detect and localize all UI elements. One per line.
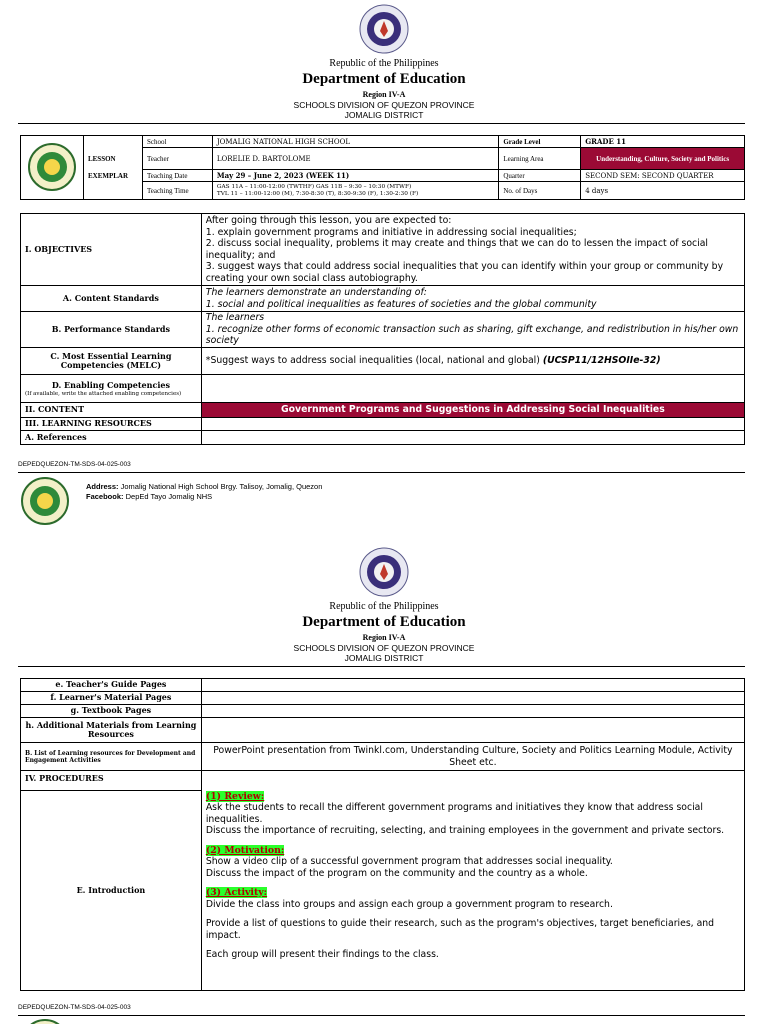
objectives-intro: After going through this lesson, you are expected to:: [205, 215, 452, 226]
school-value: JOMALIG NATIONAL HIGH SCHOOL: [212, 136, 498, 148]
document-code: DEPEDQUEZON-TM-SDS-04-025-003: [18, 461, 131, 468]
grade-label: Grade Level: [499, 136, 581, 148]
division-text: SCHOOLS DIVISION OF QUEZON PROVINCE: [293, 100, 475, 110]
quarter-value: SECOND SEM: SECOND QUARTER: [581, 170, 745, 182]
objective-3: 3. suggest ways that could address social inequalities that you can identify within your group or community by creating your own social class autobiography.: [205, 261, 724, 284]
republic-text: Republic of the Philippines: [329, 58, 439, 69]
performance-standards-cell: [201, 312, 744, 348]
school-label: School: [142, 136, 212, 148]
time-label: Teaching Time: [142, 182, 212, 200]
motivation-item-2: Discuss the impact of the program on the community and the country as a whole.: [205, 867, 588, 879]
objectives-cell: [201, 214, 744, 286]
lesson-main-table: [20, 213, 745, 445]
introduction-label: E. Introduction: [21, 791, 202, 991]
content-standards-intro: The learners demonstrate an understanding of:: [205, 287, 427, 298]
review-heading: (1) Review:: [205, 790, 265, 802]
quarter-label: Quarter: [499, 170, 581, 182]
header-divider: [18, 123, 745, 124]
republic-text: Republic of the Philippines: [329, 601, 439, 612]
melc-label: C. Most Essential Learning Competencies (MELC): [21, 348, 202, 375]
exemplar-label: EXEMPLAR: [83, 170, 142, 182]
region-text: Region IV-A: [362, 633, 406, 642]
content-label: II. CONTENT: [21, 403, 202, 418]
procedures-label: IV. PROCEDURES: [21, 771, 202, 791]
performance-standards-item: 1. recognize other forms of economic transaction such as sharing, gift exchange, and redistribution in his/her own society: [205, 323, 739, 347]
teachers-guide-label: e. Teacher's Guide Pages: [21, 679, 202, 692]
enabling-competencies-cell: [21, 375, 202, 403]
textbook-pages-label: g. Textbook Pages: [21, 705, 202, 718]
activity-item-3: Each group will present their findings to the class.: [205, 949, 439, 960]
motivation-item-1: Show a video clip of a successful government program that addresses social inequality.: [205, 856, 613, 867]
melc-text: *Suggest ways to address social inequalities (local, national and global): [205, 355, 540, 367]
page-2: [0, 543, 768, 1024]
learners-material-label: f. Learner's Material Pages: [21, 692, 202, 705]
enabling-competencies-note: (If available, write the attached enabling competencies): [25, 391, 182, 398]
performance-standards-label: B. Performance Standards: [21, 312, 202, 348]
references-label: A. References: [21, 431, 202, 445]
teacher-value: LORELIE D. BARTOLOME: [212, 148, 498, 170]
facebook-value: DepEd Tayo Jomalig NHS: [125, 492, 213, 501]
activity-item-2: Provide a list of questions to guide their research, such as the program's objectives, target beneficiaries, and impact.: [205, 918, 715, 941]
school-logo-cell: [21, 136, 84, 200]
facebook-label: Facebook:: [86, 492, 124, 501]
deped-seal-icon: [359, 4, 409, 54]
lesson-label: LESSON: [83, 148, 142, 170]
header-divider: [18, 666, 745, 667]
department-title: Department of Education: [302, 614, 466, 630]
address-label: Address:: [86, 482, 119, 491]
time-line-2: TVL 11 – 11:00-12:00 (M), 7:30-8:30 (T), 8:30-9:30 (F), 1:30-2:30 (F): [216, 190, 419, 197]
school-logo-icon: [20, 476, 70, 526]
learning-resources-list-label: B. List of Learning resources for Development and Engagement Activities: [21, 743, 202, 771]
melc-cell: [201, 348, 744, 375]
footer-divider: [18, 472, 745, 473]
district-text: JOMALIG DISTRICT: [344, 653, 424, 663]
region-text: Region IV-A: [362, 90, 406, 99]
deped-seal-icon: [359, 547, 409, 597]
enabling-competencies-label: D. Enabling Competencies: [51, 379, 170, 390]
lesson-topic-bar: Government Programs and Suggestions in Addressing Social Inequalities: [201, 403, 744, 418]
lesson-main-table-continued: [20, 678, 745, 991]
activity-heading: (3) Activity:: [205, 887, 268, 898]
learning-area-value: Understanding, Culture, Society and Politics: [581, 148, 745, 170]
footer-divider: [18, 1015, 745, 1016]
content-standards-item: 1. social and political inequalities as features of societies and the global community: [205, 298, 597, 310]
address-value: Jomalig National High School Brgy. Talisoy, Jomalig, Quezon: [120, 482, 323, 491]
melc-code: (UCSP11/12HSOIIe-32): [542, 355, 661, 367]
division-text: SCHOOLS DIVISION OF QUEZON PROVINCE: [293, 643, 475, 653]
school-logo-icon: [20, 1018, 70, 1024]
district-text: JOMALIG DISTRICT: [344, 110, 424, 120]
additional-materials-label: h. Additional Materials from Learning Resources: [21, 718, 202, 743]
activity-item-1: Divide the class into groups and assign each group a government program to research.: [205, 898, 613, 910]
time-line-1: GAS 11A – 11:00-12:00 (TWTHF) GAS 11B – 9:30 – 10:30 (MTWF): [216, 183, 412, 190]
review-item-2: Discuss the importance of recruiting, selecting, and training employees in the government and private sectors.: [205, 825, 725, 836]
days-label: No. of Days: [499, 182, 581, 200]
grade-value: GRADE 11: [581, 136, 745, 148]
learning-resources-label: III. LEARNING RESOURCES: [21, 418, 202, 431]
time-value: [212, 182, 498, 200]
objective-1: 1. explain government programs and initiative in addressing social inequalities;: [205, 226, 577, 238]
motivation-heading: (2) Motivation:: [205, 844, 285, 856]
performance-standards-intro: The learners: [205, 312, 265, 324]
review-item-1: Ask the students to recall the different government programs and initiatives they know that address social inequalities.: [205, 802, 703, 825]
school-logo-icon: [25, 142, 79, 192]
learning-resources-list-value: PowerPoint presentation from Twinkl.com, Understanding Culture, Society and Politics Learning Module, Activity Sheet etc.: [201, 743, 744, 771]
footer-contact: [86, 482, 322, 502]
date-value: May 29 – June 2, 2023 (WEEK 11): [212, 170, 498, 182]
content-standards-label: A. Content Standards: [21, 286, 202, 312]
objective-2: 2. discuss social inequality, problems it may create and things that we can do to lessen the impact of social inequality; and: [205, 238, 708, 261]
department-title: Department of Education: [302, 71, 466, 87]
days-value: 4 days: [581, 182, 745, 200]
introduction-cell: [201, 791, 744, 991]
objectives-label: I. OBJECTIVES: [21, 214, 202, 286]
content-standards-cell: [201, 286, 744, 312]
date-label: Teaching Date: [142, 170, 212, 182]
area-label: Learning Area: [499, 148, 581, 170]
lesson-info-table: [20, 135, 745, 200]
teacher-label: Teacher: [142, 148, 212, 170]
document-code: DEPEDQUEZON-TM-SDS-04-025-003: [18, 1004, 131, 1011]
